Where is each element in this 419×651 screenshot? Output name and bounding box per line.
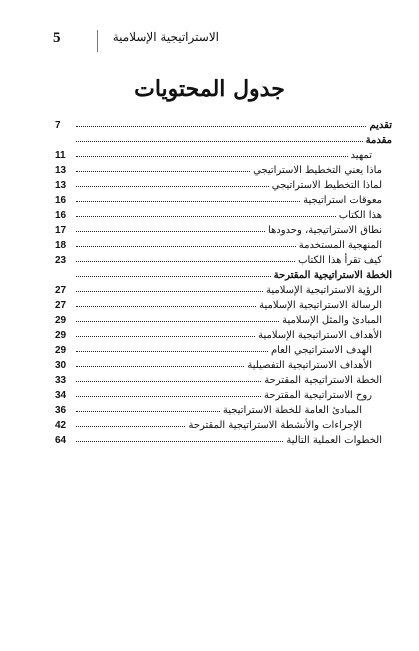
table-of-contents — [55, 120, 392, 450]
toc-page-number: 18 — [55, 240, 67, 251]
toc-leader-dots — [76, 335, 255, 337]
toc-leader-dots — [76, 305, 256, 307]
toc-leader-dots — [76, 440, 283, 442]
running-title: الاستراتيجية الإسلامية — [112, 30, 219, 44]
toc-leader-dots — [76, 320, 279, 322]
toc-entry — [55, 150, 392, 161]
page-title: جدول المحتويات — [134, 76, 285, 102]
toc-entry — [55, 300, 392, 311]
toc-entry-title: الأهداف الاستراتيجية الإسلامية — [258, 330, 382, 341]
toc-entry — [55, 165, 392, 176]
toc-entry-title: لماذا التخطيط الاستراتيجي — [271, 180, 382, 191]
toc-entry — [55, 315, 392, 326]
toc-entry-title: الخطة الاستراتيجية المقترحة — [273, 270, 392, 281]
toc-entry — [55, 435, 392, 446]
toc-page-number: 64 — [55, 435, 67, 446]
toc-entry-title: الهدف الاستراتيجي العام — [270, 345, 372, 356]
toc-page-number: 27 — [55, 300, 67, 311]
toc-entry — [55, 225, 392, 236]
toc-page-number: 29 — [55, 330, 67, 341]
toc-entry-title: الرؤية الاستراتيجية الإسلامية — [265, 285, 382, 296]
toc-page-number: 34 — [55, 390, 67, 401]
toc-leader-dots — [76, 425, 185, 427]
toc-page-number: 13 — [55, 165, 67, 176]
page-header — [0, 0, 419, 56]
toc-leader-dots — [76, 170, 250, 172]
toc-page-number: 36 — [55, 405, 67, 416]
toc-leader-dots — [76, 215, 336, 217]
toc-entry-title: معوقات استراتيجية — [303, 195, 382, 206]
toc-entry-title: نطاق الاستراتيجية، وحدودها — [267, 225, 382, 236]
toc-entry-title: الإجراءات والأنشطة الاستراتيجية المقترحة — [188, 420, 362, 431]
toc-leader-dots — [76, 200, 300, 202]
toc-page-number: 11 — [55, 150, 66, 161]
toc-entry — [55, 210, 392, 221]
toc-leader-dots — [76, 380, 261, 382]
toc-page-number: 42 — [55, 420, 67, 431]
toc-entry — [55, 180, 392, 191]
toc-entry — [55, 270, 392, 281]
toc-entry — [55, 330, 392, 341]
header-divider — [97, 30, 98, 52]
toc-entry-title: روح الاستراتيجية المقترحة — [263, 390, 372, 401]
toc-entry-title: كيف تقرأ هذا الكتاب — [298, 255, 382, 266]
toc-entry — [55, 375, 392, 386]
toc-page-number: 13 — [55, 180, 67, 191]
toc-entry — [55, 360, 392, 371]
toc-entry — [55, 135, 392, 146]
toc-entry-title: ماذا يعني التخطيط الاستراتيجي — [253, 165, 382, 176]
toc-entry-title: المنهجية المستخدمة — [298, 240, 382, 251]
toc-entry-title: هذا الكتاب — [338, 210, 382, 221]
toc-entry-title: مقدمة — [365, 135, 392, 146]
toc-leader-dots — [76, 365, 244, 367]
toc-entry — [55, 390, 392, 401]
toc-entry — [55, 345, 392, 356]
toc-entry — [55, 240, 392, 251]
toc-page-number: 16 — [55, 210, 67, 221]
toc-leader-dots — [76, 260, 295, 262]
toc-entry-title: الخطة الاستراتيجية المقترحة — [264, 375, 382, 386]
toc-leader-dots — [76, 230, 265, 232]
toc-entry-title: المبادئ والمثل الإسلامية — [282, 315, 382, 326]
toc-leader-dots — [76, 185, 269, 187]
toc-entry-title: الأهداف الاستراتيجية التفصيلية — [247, 360, 372, 371]
page-number: 5 — [53, 30, 61, 46]
toc-entry-title: الخطوات العملية التالية — [286, 435, 382, 446]
toc-leader-dots — [76, 350, 268, 352]
toc-page-number: 33 — [55, 375, 67, 386]
toc-page-number: 27 — [55, 285, 67, 296]
toc-page-number: 23 — [55, 255, 67, 266]
toc-leader-dots — [76, 245, 296, 247]
toc-entry-title: تمهيد — [350, 150, 372, 161]
toc-entry — [55, 405, 392, 416]
toc-entry-title: تقديم — [369, 120, 392, 131]
toc-page-number: 17 — [55, 225, 67, 236]
toc-page-number: 29 — [55, 345, 67, 356]
toc-entry — [55, 195, 392, 206]
toc-leader-dots — [76, 410, 220, 412]
toc-leader-dots — [76, 290, 263, 292]
toc-page-number: 29 — [55, 315, 67, 326]
toc-entry — [55, 120, 392, 131]
toc-entry-title: المبادئ العامة للخطة الاستراتيجية — [222, 405, 362, 416]
toc-entry — [55, 420, 392, 431]
toc-page-number: 7 — [55, 120, 61, 131]
toc-leader-dots — [76, 275, 271, 277]
toc-page-number: 30 — [55, 360, 67, 371]
toc-entry — [55, 255, 392, 266]
toc-leader-dots — [76, 125, 366, 127]
toc-entry — [55, 285, 392, 296]
toc-leader-dots — [76, 155, 348, 157]
toc-page-number: 16 — [55, 195, 67, 206]
toc-leader-dots — [76, 140, 363, 142]
toc-entry-title: الرسالة الاستراتيجية الإسلامية — [259, 300, 382, 311]
toc-leader-dots — [76, 395, 261, 397]
